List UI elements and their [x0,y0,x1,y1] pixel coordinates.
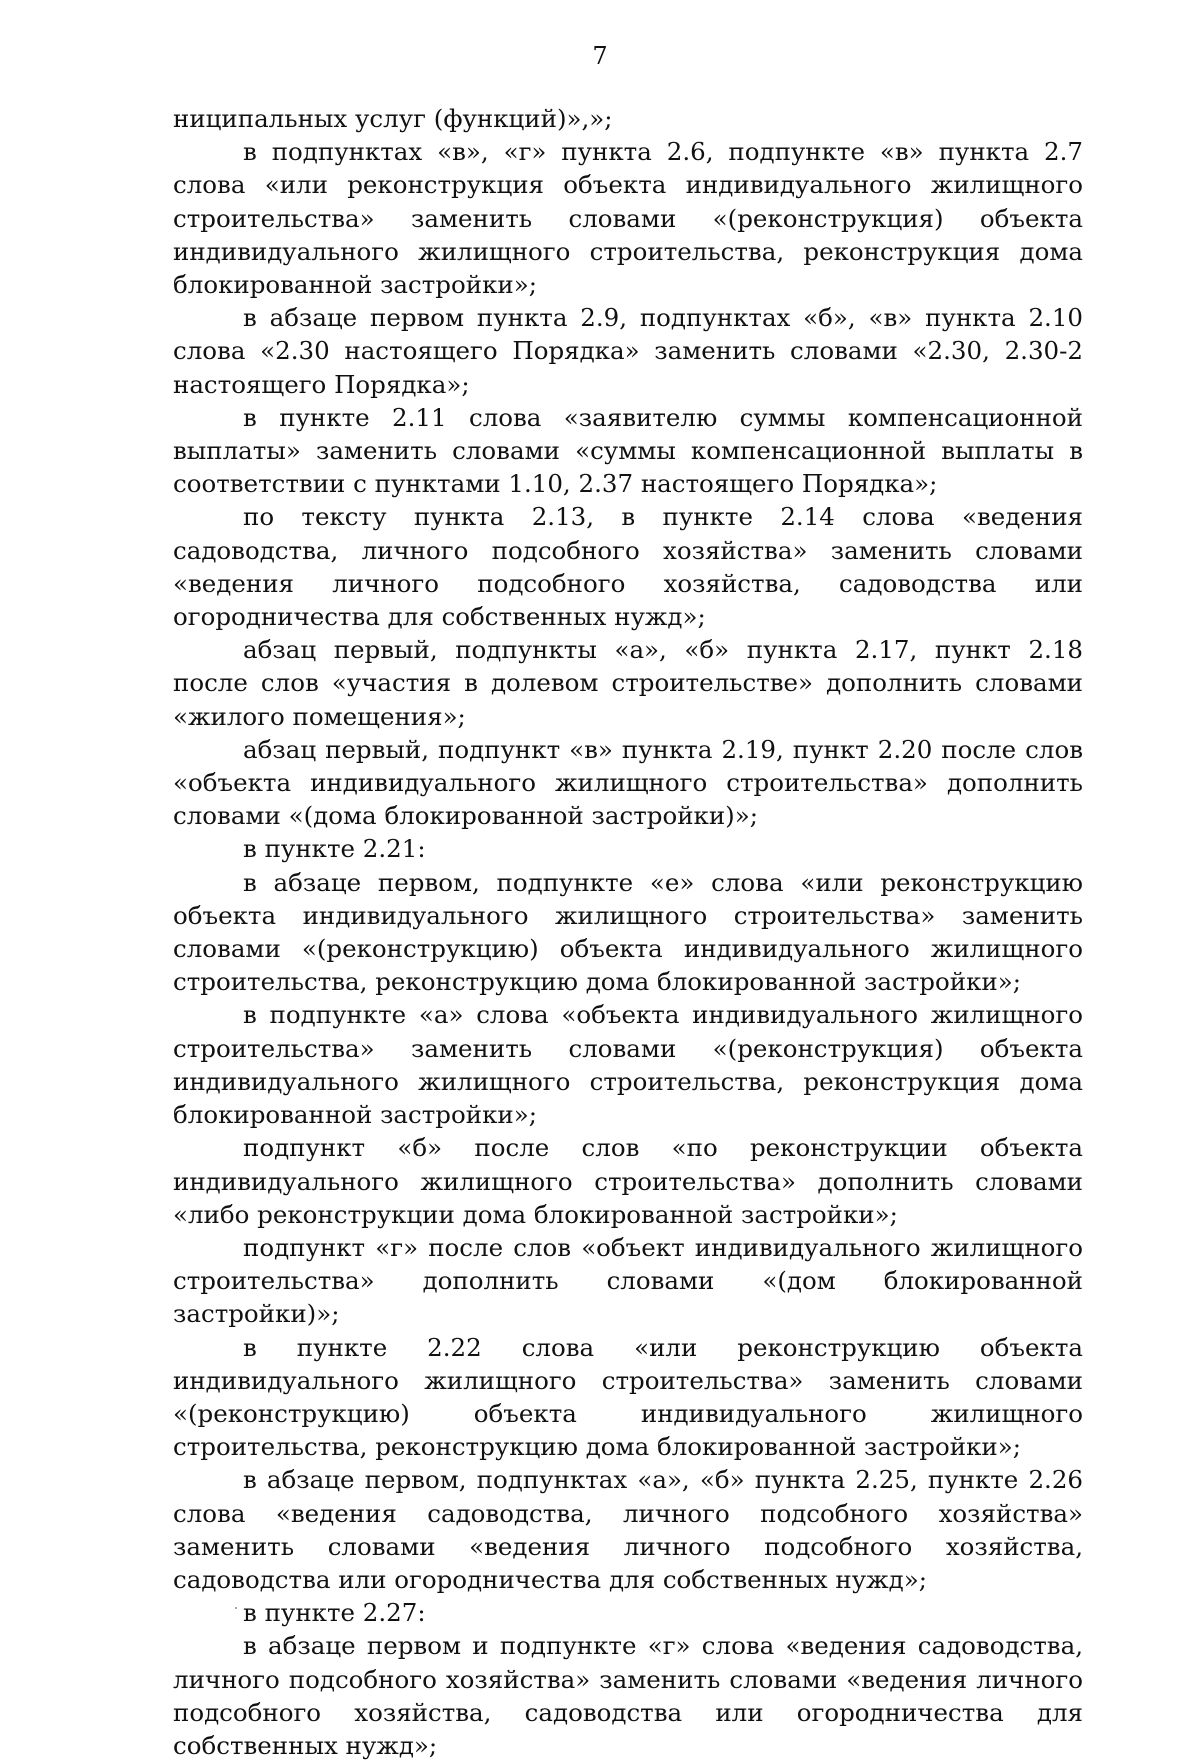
paragraph: в абзаце первом и подпункте «г» слова «ведения садоводства, личного подсобного хозяйства» заменить словами «ведения личного подсобного хозяйства, садоводства или огородничества для собственных нужд»; [173,1631,1083,1760]
paragraph: в абзаце первом пункта 2.9, подпунктах «б», «в» пункта 2.10 слова «2.30 настоящего Порядка» заменить словами «2.30, 2.30-2 настоящего Порядка»; [173,303,1083,399]
paragraph: в пункте 2.22 слова «или реконструкцию объекта индивидуального жилищного строительства» заменить словами «(реконструкцию) объекта индивидуального жилищного строительства, реконструкцию дома блокированной застройки»; [173,1332,1083,1462]
page-number: 7 [592,42,608,70]
paragraph: абзац первый, подпункт «в» пункта 2.19, пункт 2.20 после слов «объекта индивидуального жилищного строительства» дополнить словами «(дома блокированной застройки)»; [173,734,1083,831]
paragraph: в подпунктах «в», «г» пункта 2.6, подпункте «в» пункта 2.7 слова «или реконструкция объекта индивидуального жилищного строительства» заменить словами «(реконструкция) объекта индивидуального жилищного строительства, реконструкция дома блокированной застройки»; [173,137,1083,300]
scan-speck [235,1607,237,1609]
paragraph: в подпункте «а» слова «объекта индивидуального жилищного строительства» заменить словами «(реконструкция) объекта индивидуального жилищного строительства, реконструкция дома блокированной застройки»; [173,1000,1083,1130]
paragraph: подпункт «б» после слов «по реконструкции объекта индивидуального жилищного строительства» дополнить словами «либо реконструкции дома блокированной застройки»; [173,1133,1083,1229]
paragraph: по тексту пункта 2.13, в пункте 2.14 слова «ведения садоводства, личного подсобного хозяйства» заменить словами «ведения личного подсобного хозяйства, садоводства или огородничества для собственных нужд»; [173,502,1083,632]
paragraph: в пункте 2.11 слова «заявителю суммы компенсационной выплаты» заменить словами «суммы компенсационной выплаты в соответствии с пунктами 1.10, 2.37 настоящего Порядка»; [173,402,1083,499]
paragraph: в пункте 2.21: [243,834,426,864]
paragraph: подпункт «г» после слов «объект индивидуального жилищного строительства» дополнить словами «(дом блокированной застройки)»; [173,1232,1083,1329]
paragraph: ниципальных услуг (функций)»,»; [173,104,613,133]
document-body [173,102,1083,1762]
paragraph: в пункте 2.27: [243,1598,426,1628]
paragraph: в абзаце первом, подпункте «е» слова «или реконструкцию объекта индивидуального жилищного строительства» заменить словами «(реконструкцию) объекта индивидуального жилищного строительства, реконструкцию дома блокированной застройки»; [173,867,1083,997]
paragraph: в абзаце первом, подпунктах «а», «б» пункта 2.25, пункте 2.26 слова «ведения садоводства, личного подсобного хозяйства» заменить словами «ведения личного подсобного хозяйства, садоводства или огородничества для собственных нужд»; [173,1465,1083,1594]
paragraph: абзац первый, подпункты «а», «б» пункта 2.17, пункт 2.18 после слов «участия в долевом строительстве» дополнить словами «жилого помещения»; [173,635,1083,731]
